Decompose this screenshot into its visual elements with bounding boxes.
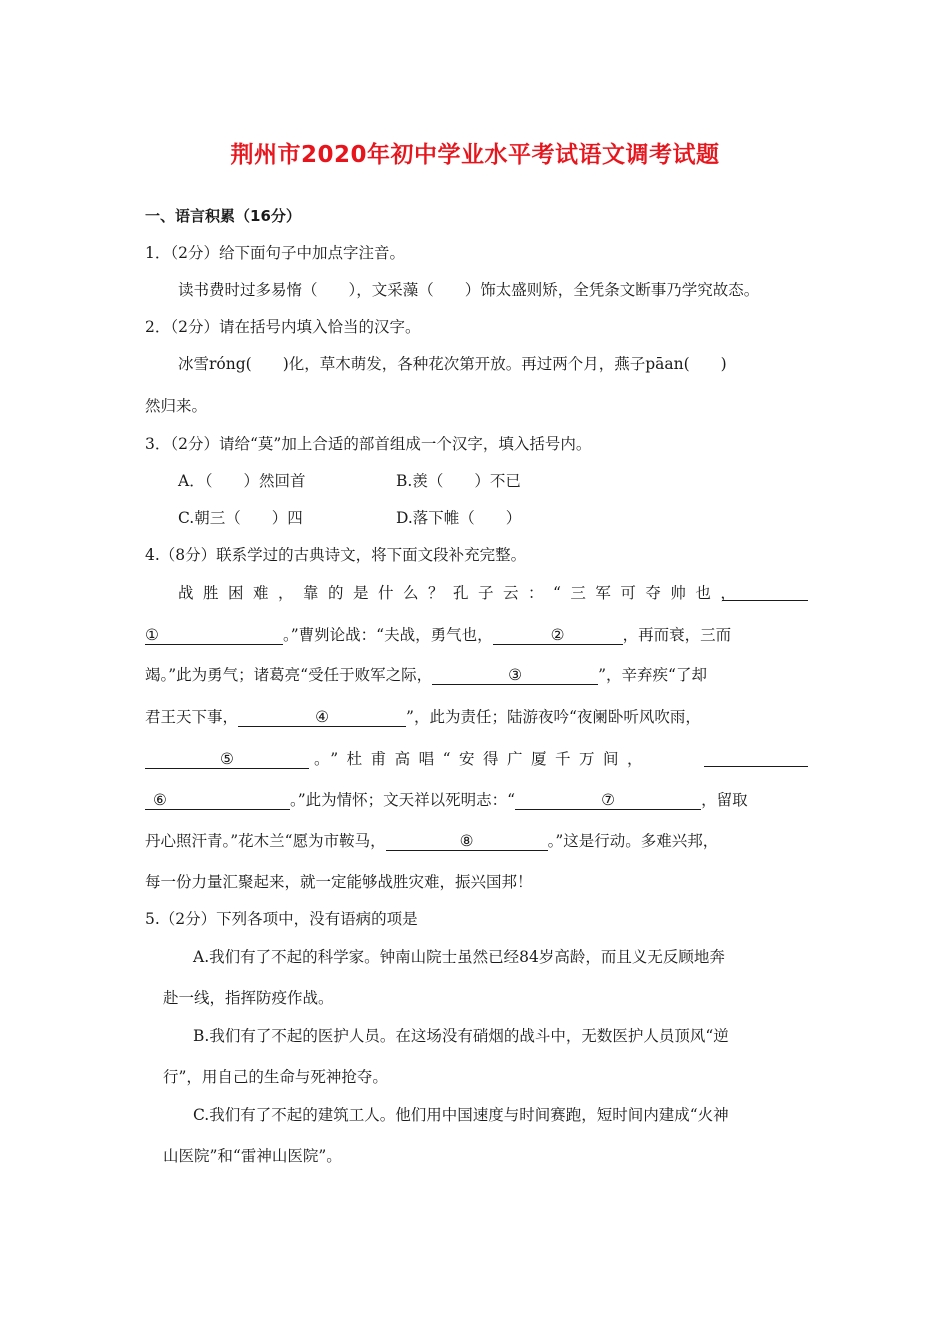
question-4-line-7-a: 丹心照汗青。”花木兰“愿为市鞍马， — [145, 832, 386, 850]
question-4-line-2-a: 。”曹刿论战：“夫战，勇气也， — [283, 626, 493, 644]
question-5-option-c-line-1: C.我们有了不起的建筑工人。他们用中国速度与时间赛跑，短时间内建成“火神 — [193, 1106, 729, 1124]
question-5-option-a-line-2: 赴一线，指挥防疫作战。 — [163, 989, 334, 1007]
question-4-stem: 4.（8分）联系学过的古典诗文，将下面文段补充完整。 — [145, 546, 527, 564]
question-5-stem: 5.（2分）下列各项中，没有语病的项是 — [145, 910, 418, 928]
question-4-line-1-text: 战胜困难，靠的是什么？孔子云：“三军可夺帅也， — [178, 584, 746, 602]
question-4-line-6-a: 。”此为情怀；文天祥以死明志：“ — [290, 791, 516, 809]
question-3-option-d: D.落下帷（ ） — [396, 509, 522, 527]
question-4-line-1 — [178, 582, 808, 604]
blank-6-lead — [704, 748, 808, 767]
question-4-line-6-b: ，留取 — [701, 791, 748, 809]
question-1-text: 读书费时过多易惰（ ），文采藻（ ）饰太盛则矫，全凭条文断事乃学究故态。 — [178, 281, 760, 299]
question-3-option-c: C.朝三（ ）四 — [178, 509, 303, 527]
question-2-line-1: 冰雪róng( )化，草木萌发，各种花次第开放。再过两个月，燕子pāan( ) — [178, 355, 727, 373]
question-4-line-3-b: ”，辛弃疾“了却 — [598, 666, 707, 684]
question-4-line-2-b: ，再而衰，三而 — [622, 626, 732, 644]
blank-1: ① — [145, 626, 283, 645]
question-2-stem: 2．（2分）请在括号内填入恰当的汉字。 — [145, 318, 421, 336]
question-2-line-2: 然归来。 — [145, 397, 208, 415]
question-3-option-a: A．（ ）然回首 — [178, 472, 306, 490]
section-heading: 一、语言积累（16分） — [145, 207, 301, 225]
blank-8: ⑧ — [386, 832, 548, 851]
blank-5: ⑤ — [145, 750, 309, 769]
question-3-stem: 3．（2分）请给“莫”加上合适的部首组成一个汉字，填入括号内。 — [145, 435, 592, 453]
blank-3: ③ — [432, 666, 598, 685]
question-5-option-b-line-2: 行”，用自己的生命与死神抢夺。 — [163, 1068, 388, 1086]
question-4-line-5 — [145, 748, 808, 770]
question-4-line-7 — [145, 830, 718, 852]
question-3-option-b: B.羡（ ）不已 — [396, 472, 521, 490]
question-5-option-c-line-2: 山医院”和“雷神山医院”。 — [163, 1147, 342, 1165]
blank-2: ② — [493, 626, 623, 645]
blank-1-lead — [722, 582, 808, 601]
question-4-line-3-a: 竭。”此为勇气；诸葛亮“受任于败军之际， — [145, 666, 433, 684]
question-4-line-6 — [145, 789, 748, 811]
question-4-line-2 — [145, 624, 731, 646]
question-5-option-b-line-1: B.我们有了不起的医护人员。在这场没有硝烟的战斗中，无数医护人员顶风“逆 — [193, 1027, 729, 1045]
question-4-line-4 — [145, 706, 701, 728]
question-4-line-7-b: 。”这是行动。多难兴邦， — [547, 832, 719, 850]
question-4-line-4-a: 君王天下事， — [145, 708, 239, 726]
blank-4: ④ — [238, 708, 406, 727]
question-1-stem: 1．（2分）给下面句子中加点字注音。 — [145, 244, 405, 262]
blank-7: ⑦ — [515, 791, 701, 810]
question-5-option-a-line-1: A.我们有了不起的科学家。钟南山院士虽然已经84岁高龄，而且义无反顾地奔 — [193, 948, 725, 966]
question-4-line-4-b: ”，此为责任；陆游夜吟“夜阑卧听风吹雨， — [406, 708, 701, 726]
question-4-line-3 — [145, 664, 707, 686]
page-title: 荆州市2020年初中学业水平考试语文调考试题 — [230, 142, 720, 168]
question-4-line-5-text: 。”杜甫高唱“安得广厦千万间， — [313, 750, 652, 768]
question-4-line-8: 每一份力量汇聚起来，就一定能够战胜灾难，振兴国邦！ — [145, 873, 533, 891]
blank-6: ⑥ — [145, 791, 290, 810]
